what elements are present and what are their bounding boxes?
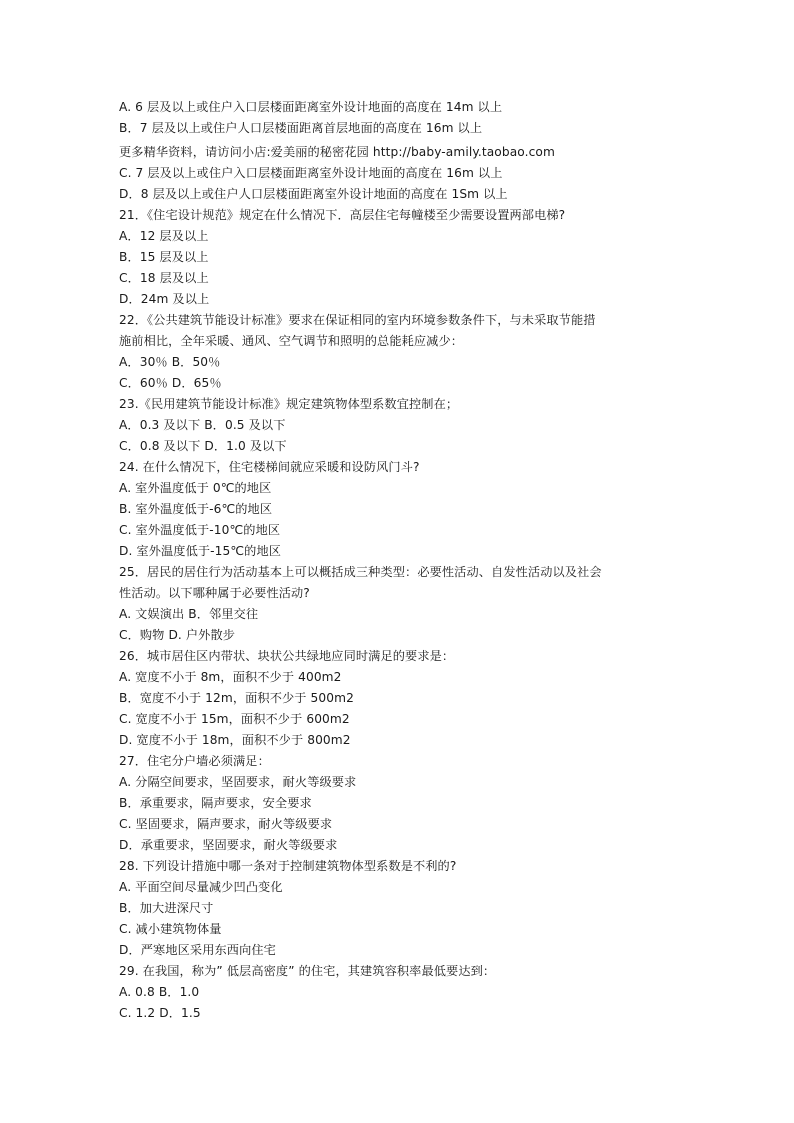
option-line: C. 减小建筑物体量 bbox=[119, 922, 222, 936]
question-line: 22．《公共建筑节能设计标准》要求在保证相同的室内环境参数条件下，与未采取节能措 bbox=[119, 313, 596, 327]
option-line: A. 文娱演出 B．邻里交往 bbox=[119, 607, 259, 621]
option-line: C. 1.2 D．1.5 bbox=[119, 1006, 201, 1020]
option-line: C．60％ D．65％ bbox=[119, 376, 222, 390]
option-line: C. 宽度不小于 15m，面积不少于 600m2 bbox=[119, 712, 350, 726]
option-line: A. 分隔空间要求，坚固要求，耐火等级要求 bbox=[119, 775, 357, 789]
option-line: C．0.8 及以下 D．1.0 及以下 bbox=[119, 439, 287, 453]
option-line: A. 宽度不小于 8m，面积不少于 400m2 bbox=[119, 670, 342, 684]
question-line: 施前相比，全年采暖、通风、空气调节和照明的总能耗应减少： bbox=[119, 334, 464, 348]
option-line: B. 室外温度低于-6℃的地区 bbox=[119, 502, 273, 516]
option-line: B．7 层及以上或住户人口层楼面距离首层地面的高度在 16m 以上 bbox=[119, 121, 483, 135]
option-line: C．18 层及以上 bbox=[119, 271, 209, 285]
option-line: D. 宽度不小于 18m，面积不少于 800m2 bbox=[119, 733, 351, 747]
option-line: A. 平面空间尽量减少凹凸变化 bbox=[119, 880, 283, 894]
option-line: D．承重要求，坚固要求，耐火等级要求 bbox=[119, 838, 338, 852]
question-line: 21．《住宅设计规范》规定在什么情况下．高层住宅每幢楼至少需要设置两部电梯? bbox=[119, 208, 566, 222]
document-body bbox=[119, 97, 679, 1024]
question-line: 26．城市居住区内带状、块状公共绿地应同时满足的要求是： bbox=[119, 649, 455, 663]
option-line: A．30％ B．50％ bbox=[119, 355, 221, 369]
promo-line: 更多精华资料，请访问小店:爱美丽的秘密花园 http://baby-amily.taobao.com bbox=[119, 145, 555, 159]
option-line: C．购物 D. 户外散步 bbox=[119, 628, 236, 642]
option-line: B．承重要求，隔声要求，安全要求 bbox=[119, 796, 312, 810]
question-line: 24. 在什么情况下，住宅楼梯间就应采暖和设防风门斗? bbox=[119, 460, 420, 474]
question-line: 29. 在我国，称为” 低层高密度” 的住宅，其建筑容积率最低要达到： bbox=[119, 964, 496, 978]
question-line: 25．居民的居住行为活动基本上可以概括成三种类型：必要性活动、自发性活动以及社会 bbox=[119, 565, 602, 579]
option-line: A. 0.8 B．1.0 bbox=[119, 985, 200, 999]
question-line: 23.《民用建筑节能设计标准》规定建筑物体型系数宜控制在； bbox=[119, 397, 459, 411]
question-line: 27．住宅分户墙必须满足： bbox=[119, 754, 270, 768]
option-line: D．8 层及以上或住户人口层楼面距离室外设计地面的高度在 1Sm 以上 bbox=[119, 187, 508, 201]
option-line: B．宽度不小于 12m，面积不少于 500m2 bbox=[119, 691, 354, 705]
option-line: D．严寒地区采用东西向住宅 bbox=[119, 943, 276, 957]
option-line: D．24m 及以上 bbox=[119, 292, 210, 306]
option-line: A．12 层及以上 bbox=[119, 229, 209, 243]
option-line: C. 坚固要求，隔声要求，耐火等级要求 bbox=[119, 817, 333, 831]
option-line: B．15 层及以上 bbox=[119, 250, 209, 264]
option-line: B．加大进深尺寸 bbox=[119, 901, 214, 915]
option-line: A. 6 层及以上或住户入口层楼面距离室外设计地面的高度在 14m 以上 bbox=[119, 100, 503, 114]
option-line: C. 室外温度低于-10℃的地区 bbox=[119, 523, 281, 537]
option-line: A．0.3 及以下 B．0.5 及以下 bbox=[119, 418, 286, 432]
option-line: C. 7 层及以上或住户入口层楼面距离室外设计地面的高度在 16m 以上 bbox=[119, 166, 503, 180]
question-line: 性活动。以下哪种属于必要性活动? bbox=[119, 586, 310, 600]
question-line: 28. 下列设计措施中哪一条对于控制建筑物体型系数是不利的? bbox=[119, 859, 457, 873]
option-line: A. 室外温度低于 0℃的地区 bbox=[119, 481, 272, 495]
option-line: D. 室外温度低于-15℃的地区 bbox=[119, 544, 282, 558]
